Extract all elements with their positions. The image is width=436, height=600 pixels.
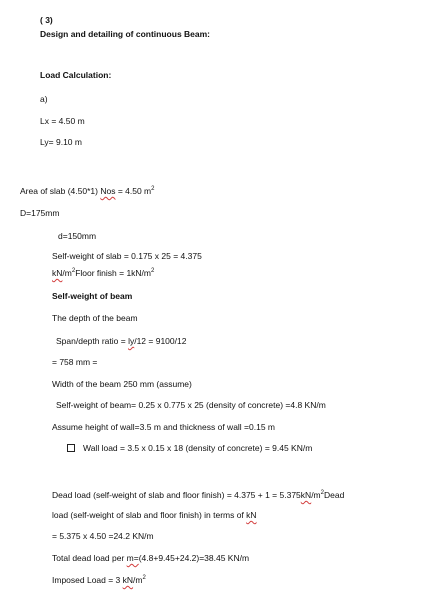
floor-finish-kn: kN (52, 268, 63, 278)
depth-result: = 758 mm = (52, 357, 98, 367)
dead-load-line2-kn: kN (246, 510, 257, 520)
effective-depth: d=150mm (58, 231, 97, 241)
dead-load-kn: kN (300, 490, 312, 500)
floor-finish-rest: Floor finish = 1kN/m (75, 268, 152, 278)
overall-depth: D=175mm (20, 208, 60, 218)
dead-load-line-1 (52, 490, 344, 501)
total-dead-load (52, 553, 249, 564)
beam-selfweight-calc: Self-weight of beam= 0.25 x 0.775 x 25 (density of concrete) =4.8 KN/m (56, 400, 326, 410)
floor-finish-sup1: 2 (71, 268, 76, 274)
imposed-kn: kN (122, 575, 134, 585)
wall-assumption: Assume height of wall=3.5 m and thickness of wall =0.15 m (52, 422, 276, 432)
area-suffix: = 4.50 m (115, 186, 152, 196)
span-depth-ratio (56, 336, 186, 347)
dead-load-tail: Dead (323, 490, 345, 500)
area-sup: 2 (151, 186, 155, 192)
area-prefix: Area of slab (4.50*1) (20, 186, 101, 196)
total-dead-prefix: Total dead load per (52, 553, 127, 563)
imposed-prefix: Imposed Load = 3 (52, 575, 123, 585)
span-depth-ly: ly (128, 336, 135, 346)
dead-load-calc: = 5.375 x 4.50 =24.2 KN/m (52, 531, 154, 541)
dead-load-mid: /m (311, 490, 321, 500)
imposed-load (52, 575, 146, 586)
total-dead-suffix: (4.8+9.45+24.2)=38.45 KN/m (138, 553, 250, 563)
load-calc-heading: Load Calculation: (40, 70, 112, 80)
floor-finish (52, 268, 154, 279)
beam-depth-text: The depth of the beam (52, 313, 138, 323)
span-depth-prefix: Span/depth ratio = (56, 336, 129, 346)
wall-load (67, 443, 312, 454)
section-title: Design and detailing of continuous Beam: (40, 29, 211, 39)
total-dead-m: m= (126, 553, 139, 563)
area-of-slab (20, 186, 154, 197)
case-label: a) (40, 94, 48, 104)
imposed-sup: 2 (142, 575, 146, 581)
dead-load-sup: 2 (320, 490, 324, 496)
floor-finish-mid: /m (62, 268, 72, 278)
area-nos: Nos (100, 186, 116, 196)
beam-width: Width of the beam 250 mm (assume) (52, 379, 192, 389)
imposed-mid: /m (133, 575, 143, 585)
dead-load-line-2 (52, 510, 257, 521)
ly-value: Ly= 9.10 m (40, 137, 82, 147)
lx-value: Lx = 4.50 m (40, 116, 85, 126)
wall-load-text: Wall load = 3.5 x 0.15 x 18 (density of concrete) = 9.45 KN/m (83, 443, 313, 453)
checkbox-bullet-icon (67, 444, 75, 452)
beam-selfweight-heading: Self-weight of beam (52, 291, 133, 301)
span-depth-suffix: /12 = 9100/12 (134, 336, 187, 346)
floor-finish-sup2: 2 (151, 268, 155, 274)
dead-load-line2-prefix: load (self-weight of slab and floor finish) in terms of (52, 510, 247, 520)
slab-selfweight: Self-weight of slab = 0.175 x 25 = 4.375 (52, 251, 202, 261)
section-number: ( 3) (40, 15, 53, 25)
dead-load-prefix: Dead load (self-weight of slab and floor finish) = 4.375 + 1 = 5.375 (52, 490, 301, 500)
